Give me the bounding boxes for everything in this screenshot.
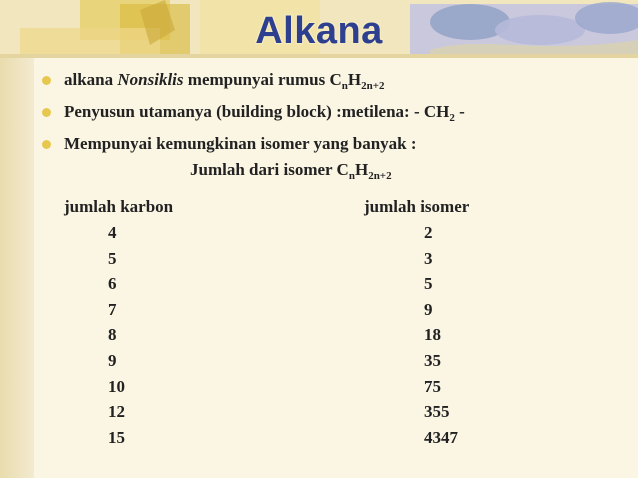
table-caption: Jumlah dari isomer $C_nH_{2n+2}$ bbox=[190, 160, 392, 182]
isomer-cell: 18 bbox=[424, 325, 441, 345]
isomer-cell: 9 bbox=[424, 299, 433, 319]
isomer-count-column bbox=[424, 221, 458, 451]
carbon-cell: 5 bbox=[108, 248, 117, 268]
bullet-item: Penyusun utamanya (building block) :metilena: - $CH_2$ - bbox=[38, 100, 628, 132]
isomer-cell: 355 bbox=[424, 402, 450, 422]
carbon-count-column bbox=[108, 221, 125, 451]
carbon-cell: 6 bbox=[108, 274, 117, 294]
carbon-cell: 4 bbox=[108, 223, 117, 242]
bullet-dot-icon bbox=[42, 108, 51, 117]
isomer-cell: 35 bbox=[424, 350, 441, 370]
isomer-cell: 5 bbox=[424, 274, 433, 294]
bullet-dot-icon bbox=[42, 76, 51, 85]
slide-title: Alkana bbox=[255, 10, 383, 52]
isomer-cell: 2 bbox=[424, 223, 433, 242]
left-decor-strip bbox=[0, 0, 34, 478]
carbon-cell: 9 bbox=[108, 350, 117, 370]
bullet-list bbox=[38, 68, 628, 164]
carbon-cell: 8 bbox=[108, 325, 117, 345]
carbon-cell: 15 bbox=[108, 427, 125, 447]
column-header-isomer: jumlah isomer bbox=[364, 197, 470, 216]
isomer-cell: 4347 bbox=[424, 427, 458, 447]
bullet-item: Mempunyai kemungkinan isomer yang banyak : bbox=[38, 132, 628, 164]
bullet-item: alkana Nonsiklis mempunyai rumus $C_nH_{2n+2}$ bbox=[38, 68, 628, 100]
carbon-cell: 12 bbox=[108, 402, 125, 422]
carbon-cell: 7 bbox=[108, 299, 117, 319]
column-header-carbon: jumlah karbon bbox=[64, 197, 174, 216]
carbon-cell: 10 bbox=[108, 376, 125, 396]
isomer-cell: 75 bbox=[424, 376, 441, 396]
isomer-cell: 3 bbox=[424, 248, 433, 268]
bullet-dot-icon bbox=[42, 140, 51, 149]
